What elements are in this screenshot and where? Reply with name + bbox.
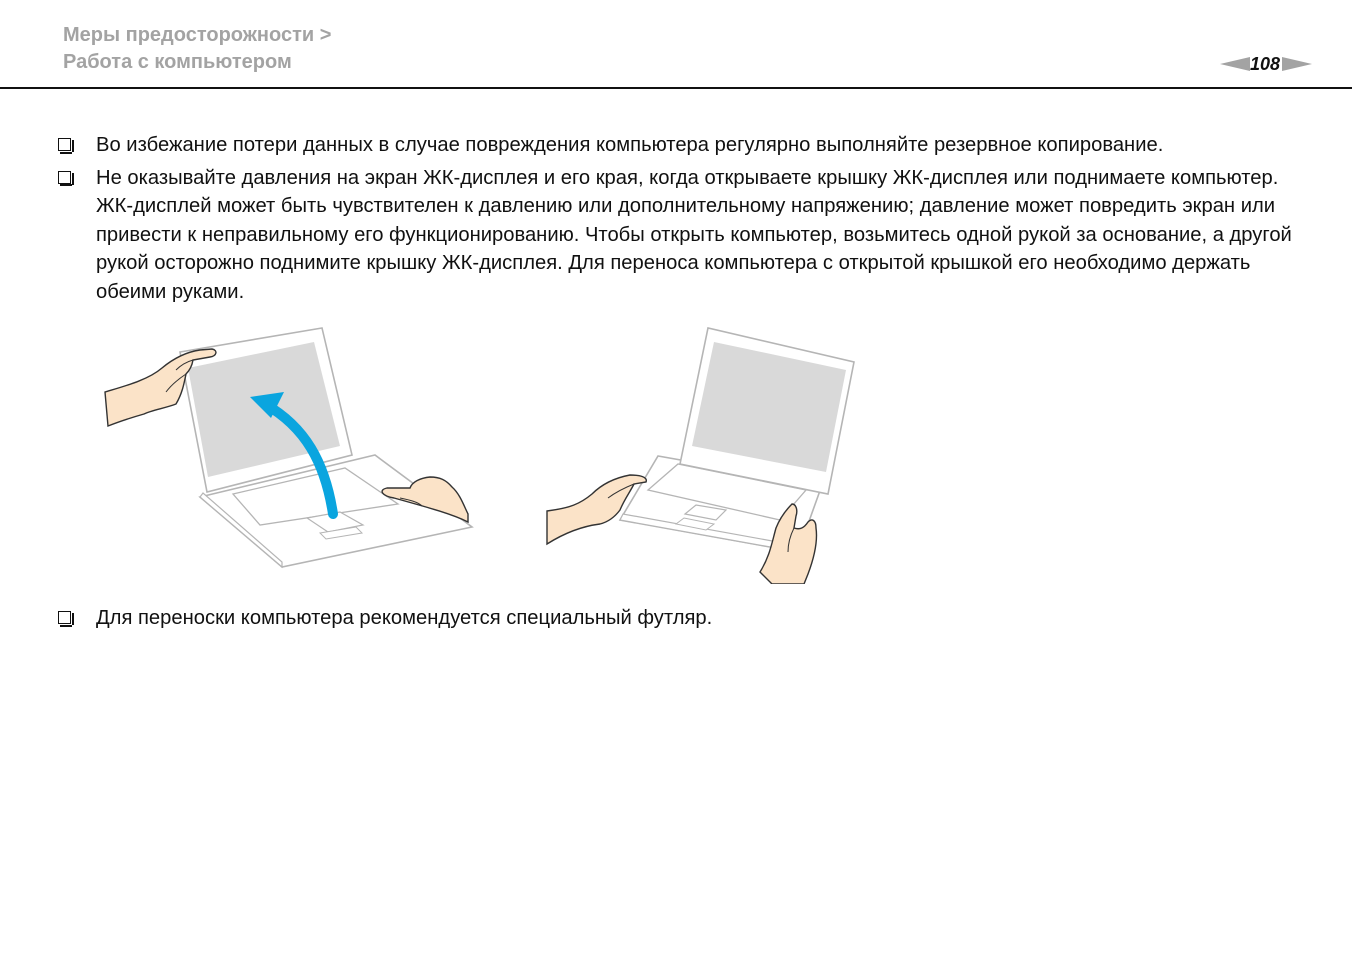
- triangle-right-icon: [1282, 57, 1312, 71]
- page-navigator: [1218, 52, 1314, 76]
- breadcrumb: [63, 22, 331, 76]
- checkbox-bullet-icon: [58, 611, 71, 624]
- list-item-text: Во избежание потери данных в случае повреждения компьютера регулярно выполняйте резервное копирование.: [96, 134, 1164, 156]
- breadcrumb-topic[interactable]: Работа с компьютером: [63, 51, 292, 73]
- laptop-carrying-illustration: [547, 328, 854, 584]
- breadcrumb-section[interactable]: Меры предосторожности >: [63, 24, 332, 46]
- page-number: 108: [1250, 53, 1281, 74]
- precautions-list: [57, 131, 1307, 306]
- laptop-opening-illustration: [105, 328, 472, 567]
- laptop-handling-illustration: [100, 322, 890, 584]
- list-item: [57, 604, 1346, 633]
- previous-page-button[interactable]: [1218, 53, 1252, 75]
- page-header: [0, 0, 1352, 90]
- next-page-button[interactable]: [1280, 53, 1314, 75]
- list-item-text: Для переноски компьютера рекомендуется специальный футляр.: [96, 607, 713, 629]
- triangle-left-icon: [1220, 57, 1250, 71]
- header-divider: [0, 87, 1352, 89]
- list-item-text: Не оказывайте давления на экран ЖК-дисплея и его края, когда открываете крышку ЖК-дисплея или поднимаете компьютер. ЖК-дисплей может быть чувствителен к давлению или дополнительному напряжению; давление может повредить экран или привести к неправильному его функционированию. Чтобы открыть компьютер, возьмитесь одной рукой за основание, а другой рукой осторожно поднимите крышку ЖК-дисплея. Для переноса компьютера с открытой крышкой его необходимо держать обеими руками.: [96, 166, 1292, 303]
- checkbox-bullet-icon: [58, 171, 71, 184]
- checkbox-bullet-icon: [58, 138, 71, 151]
- list-item: [57, 164, 1307, 307]
- list-item: [57, 131, 1307, 160]
